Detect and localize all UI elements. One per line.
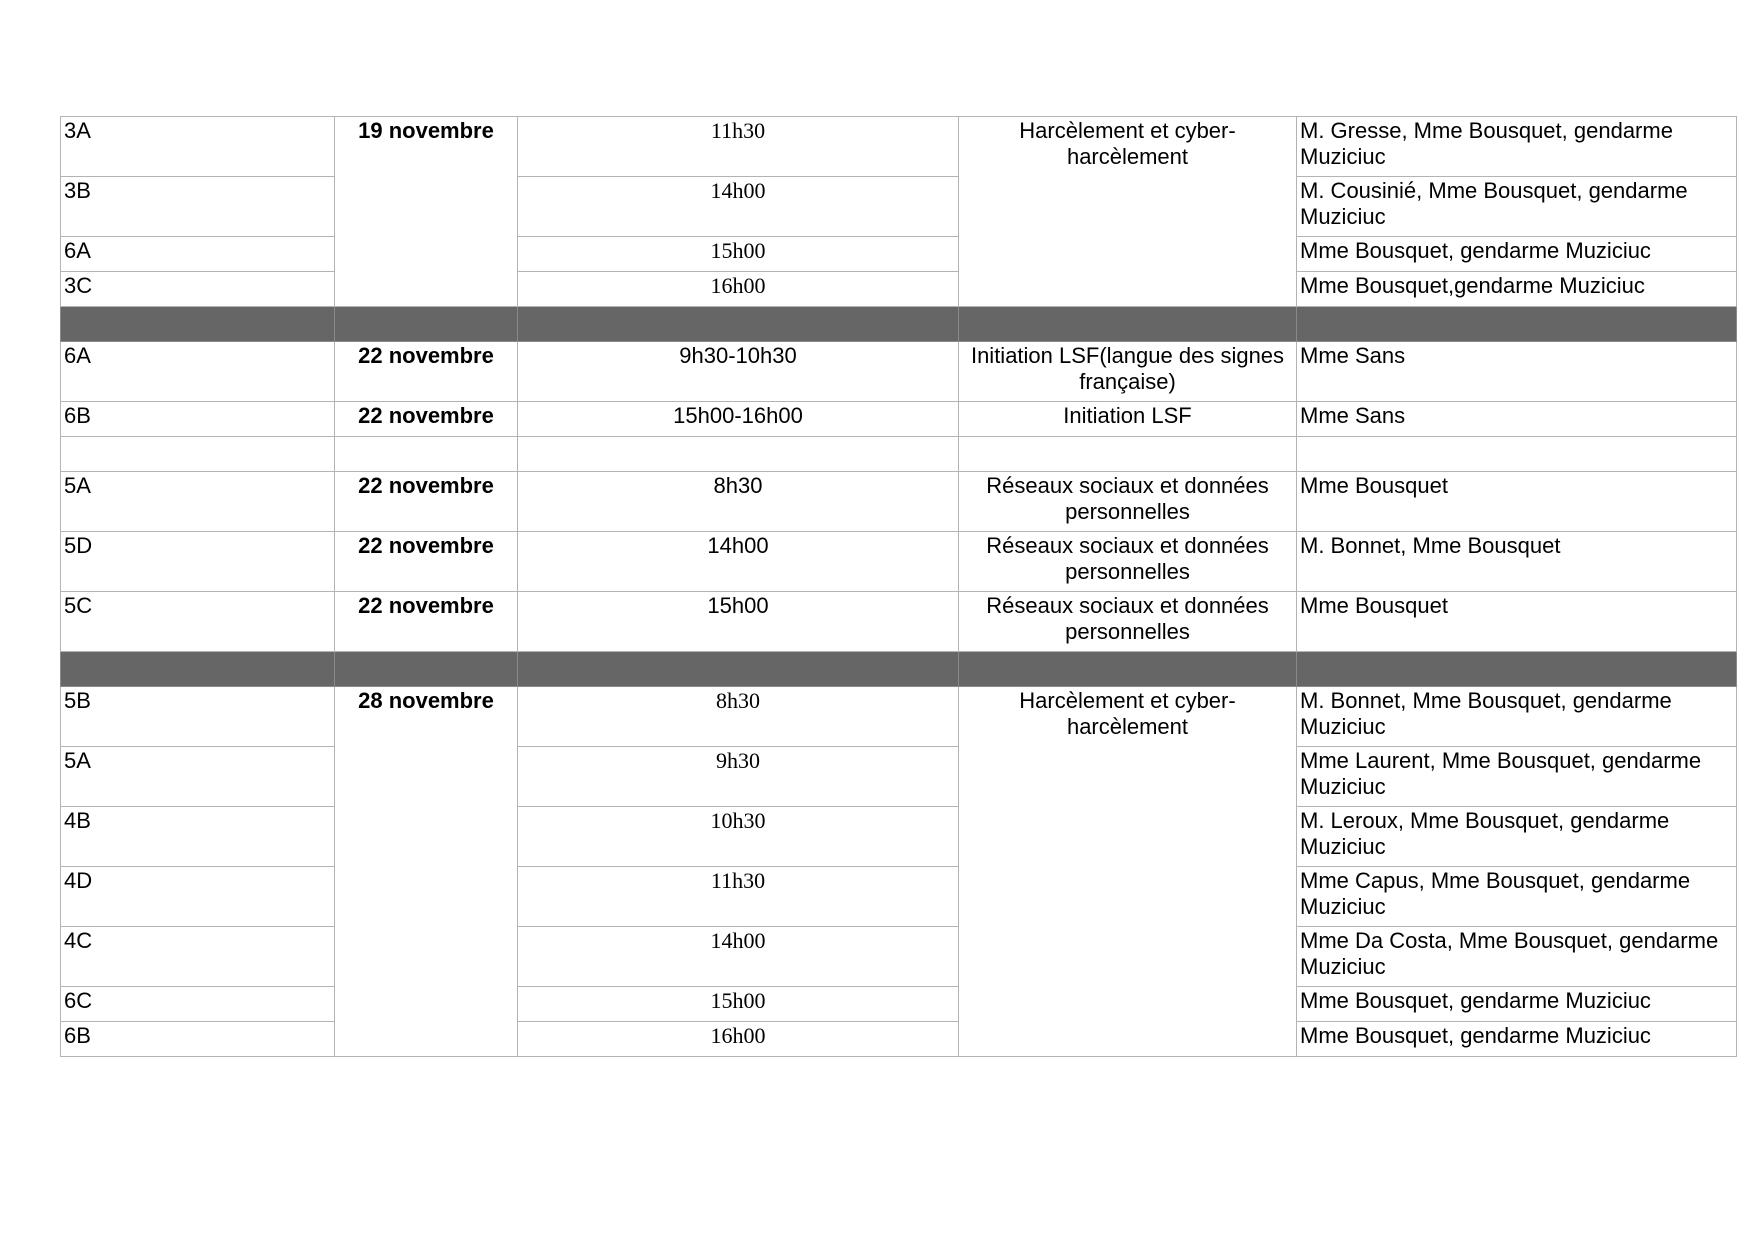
topic-cell: Réseaux sociaux et données personnelles (959, 592, 1297, 652)
table-row (61, 402, 1737, 437)
schedule-table (60, 116, 1737, 1057)
people-cell: Mme Sans (1297, 342, 1737, 402)
people-cell: Mme Bousquet, gendarme Muziciuc (1297, 1022, 1737, 1057)
table-row (61, 867, 1737, 927)
time-cell: 16h00 (518, 272, 959, 307)
table-row (61, 117, 1737, 177)
topic-cell: Initiation LSF(langue des signes française) (959, 342, 1297, 402)
empty-cell (1297, 437, 1737, 472)
class-cell: 4D (61, 867, 335, 927)
topic-cell: Réseaux sociaux et données personnelles (959, 532, 1297, 592)
date-cell: 22 novembre (335, 342, 518, 402)
people-cell: M. Leroux, Mme Bousquet, gendarme Muziciuc (1297, 807, 1737, 867)
time-cell: 15h00 (518, 237, 959, 272)
empty-cell (959, 437, 1297, 472)
date-cell: 22 novembre (335, 592, 518, 652)
people-cell: Mme Capus, Mme Bousquet, gendarme Muziciuc (1297, 867, 1737, 927)
time-cell: 8h30 (518, 687, 959, 747)
time-cell: 15h00 (518, 987, 959, 1022)
empty-cell (335, 437, 518, 472)
separator-cell (518, 307, 959, 342)
class-cell: 6B (61, 1022, 335, 1057)
table-row (61, 532, 1737, 592)
table-row (61, 687, 1737, 747)
class-cell: 6B (61, 402, 335, 437)
class-cell: 5A (61, 747, 335, 807)
topic-cell: Initiation LSF (959, 402, 1297, 437)
table-row (61, 177, 1737, 237)
time-cell: 15h00-16h00 (518, 402, 959, 437)
class-cell: 5C (61, 592, 335, 652)
people-cell: Mme Bousquet,gendarme Muziciuc (1297, 272, 1737, 307)
class-cell: 6C (61, 987, 335, 1022)
empty-row (61, 437, 1737, 472)
empty-cell (61, 437, 335, 472)
class-cell: 6A (61, 237, 335, 272)
table-row (61, 927, 1737, 987)
class-cell: 5B (61, 687, 335, 747)
people-cell: Mme Bousquet (1297, 592, 1737, 652)
class-cell: 4B (61, 807, 335, 867)
time-cell: 15h00 (518, 592, 959, 652)
people-cell: Mme Bousquet, gendarme Muziciuc (1297, 987, 1737, 1022)
table-row (61, 472, 1737, 532)
class-cell: 4C (61, 927, 335, 987)
table-row (61, 807, 1737, 867)
table-row (61, 272, 1737, 307)
separator-cell (959, 652, 1297, 687)
date-cell: 22 novembre (335, 472, 518, 532)
people-cell: M. Gresse, Mme Bousquet, gendarme Muziciuc (1297, 117, 1737, 177)
time-cell: 8h30 (518, 472, 959, 532)
separator-row (61, 652, 1737, 687)
time-cell: 9h30 (518, 747, 959, 807)
table-row (61, 237, 1737, 272)
separator-row (61, 307, 1737, 342)
people-cell: M. Bonnet, Mme Bousquet (1297, 532, 1737, 592)
people-cell: Mme Laurent, Mme Bousquet, gendarme Muziciuc (1297, 747, 1737, 807)
people-cell: Mme Bousquet, gendarme Muziciuc (1297, 237, 1737, 272)
date-cell: 22 novembre (335, 402, 518, 437)
class-cell: 6A (61, 342, 335, 402)
separator-cell (335, 652, 518, 687)
people-cell: Mme Bousquet (1297, 472, 1737, 532)
class-cell: 3C (61, 272, 335, 307)
separator-cell (1297, 652, 1737, 687)
time-cell: 14h00 (518, 177, 959, 237)
separator-cell (335, 307, 518, 342)
empty-cell (518, 437, 959, 472)
date-cell: 28 novembre (335, 687, 518, 1057)
separator-cell (518, 652, 959, 687)
separator-cell (1297, 307, 1737, 342)
class-cell: 3B (61, 177, 335, 237)
people-cell: M. Bonnet, Mme Bousquet, gendarme Muziciuc (1297, 687, 1737, 747)
topic-cell: Réseaux sociaux et données personnelles (959, 472, 1297, 532)
separator-cell (61, 307, 335, 342)
people-cell: Mme Sans (1297, 402, 1737, 437)
table-row (61, 342, 1737, 402)
separator-cell (959, 307, 1297, 342)
time-cell: 11h30 (518, 117, 959, 177)
time-cell: 14h00 (518, 927, 959, 987)
class-cell: 5A (61, 472, 335, 532)
topic-cell: Harcèlement et cyber-harcèlement (959, 687, 1297, 1057)
time-cell: 11h30 (518, 867, 959, 927)
class-cell: 5D (61, 532, 335, 592)
table-row (61, 592, 1737, 652)
time-cell: 14h00 (518, 532, 959, 592)
class-cell: 3A (61, 117, 335, 177)
date-cell: 22 novembre (335, 532, 518, 592)
table-row (61, 1022, 1737, 1057)
time-cell: 9h30-10h30 (518, 342, 959, 402)
people-cell: M. Cousinié, Mme Bousquet, gendarme Muziciuc (1297, 177, 1737, 237)
people-cell: Mme Da Costa, Mme Bousquet, gendarme Muziciuc (1297, 927, 1737, 987)
separator-cell (61, 652, 335, 687)
table-row (61, 747, 1737, 807)
topic-cell: Harcèlement et cyber-harcèlement (959, 117, 1297, 307)
date-cell: 19 novembre (335, 117, 518, 307)
time-cell: 16h00 (518, 1022, 959, 1057)
time-cell: 10h30 (518, 807, 959, 867)
table-row (61, 987, 1737, 1022)
